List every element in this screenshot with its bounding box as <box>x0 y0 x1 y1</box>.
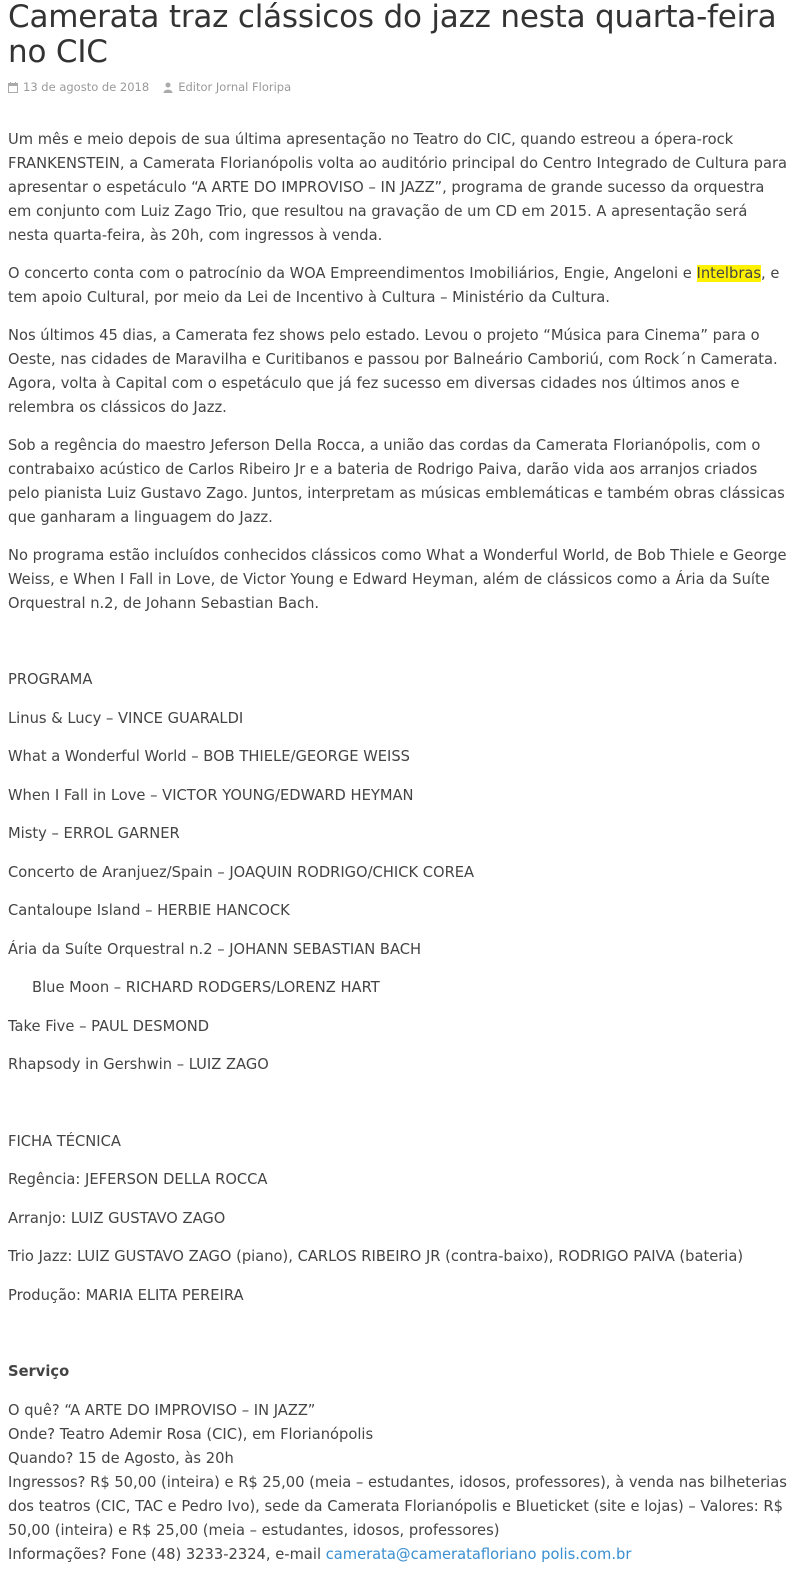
servico-quando: Quando? 15 de Agosto, às 20h <box>8 1449 234 1467</box>
programa-item: Ária da Suíte Orquestral n.2 – JOHANN SEBASTIAN BACH <box>8 940 422 958</box>
article-date[interactable]: 13 de agosto de 2018 <box>23 80 150 94</box>
servico-o-que: O quê? “A ARTE DO IMPROVISO – IN JAZZ” <box>8 1401 316 1419</box>
servico-onde: Onde? Teatro Ademir Rosa (CIC), em Florianópolis <box>8 1425 374 1443</box>
programa-item: Take Five – PAUL DESMOND <box>8 1017 210 1035</box>
programa-item: Rhapsody in Gershwin – LUIZ ZAGO <box>8 1056 269 1073</box>
servico-heading: Serviço <box>8 1363 70 1380</box>
servico-informacoes <box>8 1543 790 1567</box>
paragraph-2-text-a: O concerto conta com o patrocínio da WOA Empreendimentos Imobiliários, Engie, Angeloni e <box>8 265 697 282</box>
ficha-item: Trio Jazz: LUIZ GUSTAVO ZAGO (piano), CARLOS RIBEIRO JR (contra-baixo), RODRIGO PAIVA (bateria) <box>8 1248 744 1265</box>
programa-item: When I Fall in Love – VICTOR YOUNG/EDWARD HEYMAN <box>8 786 414 804</box>
programa-item: Blue Moon – RICHARD RODGERS/LORENZ HART <box>32 979 380 996</box>
programa-heading: PROGRAMA <box>8 671 93 688</box>
programa-item: Misty – ERROL GARNER <box>8 825 180 842</box>
paragraph-4: Sob a regência do maestro Jeferson Della Rocca, a união das cordas da Camerata Florianópolis, com o contrabaixo acústico de Carlos Ribeiro Jr e a bateria de Rodrigo Paiva, darão vida aos arranjos criados pelo pianista Luiz Gustavo Zago. Juntos, interpretam as músicas emblemáticas e também obras clássicas que ganharam a linguagem do Jazz. <box>8 437 785 526</box>
calendar-icon <box>8 82 18 93</box>
ficha-item: Regência: JEFERSON DELLA ROCCA <box>8 1171 268 1188</box>
paragraph-1: Um mês e meio depois de sua última apresentação no Teatro do CIC, quando estreou a ópera-rock FRANKENSTEIN, a Camerata Florianópolis volta ao auditório principal do Centro Integrado de Cultura para apresentar o espetáculo “A ARTE DO IMPROVISO – IN JAZZ”, programa de grande sucesso da orquestra em conjunto com Luiz Zago Trio, que resultou na gravação de um CD em 2015. A apresentação será nesta quarta-feira, às 20h, com ingressos à venda. <box>8 131 788 244</box>
ficha-item: Produção: MARIA ELITA PEREIRA <box>8 1286 244 1304</box>
servico-ingressos: Ingressos? R$ 50,00 (inteira) e R$ 25,00 (meia – estudantes, idosos, professores), à venda nas bilheterias dos teatros (CIC, TAC e Pedro Ivo), sede da Camerata Florianópolis e Blueticket (site e lojas) – Valores: R$ 50,00 (inteira) e R$ 25,00 (meia – estudantes, idosos, professores) <box>8 1473 787 1539</box>
sponsor-highlight: Intelbras <box>696 265 762 282</box>
article-body <box>8 128 790 1567</box>
servico-block <box>8 1399 790 1567</box>
servico-info-text: Informações? Fone (48) 3233-2324, e-mail <box>8 1545 326 1563</box>
user-icon <box>163 82 173 93</box>
ficha-item: Arranjo: LUIZ GUSTAVO ZAGO <box>8 1209 226 1227</box>
programa-item: What a Wonderful World – BOB THIELE/GEORGE WEISS <box>8 748 410 765</box>
programa-item: Cantaloupe Island – HERBIE HANCOCK <box>8 902 290 919</box>
paragraph-5: No programa estão incluídos conhecidos clássicos como What a Wonderful World, de Bob Thiele e George Weiss, e When I Fall in Love, de Victor Young e Edward Heyman, além de clássicos como a Ária da Suíte Orquestral n.2, de Johann Sebastian Bach. <box>8 547 787 612</box>
email-link[interactable]: camerata@cameratafloriano polis.com.br <box>325 1545 632 1563</box>
paragraph-3: Nos últimos 45 dias, a Camerata fez shows pelo estado. Levou o projeto “Música para Cinema” para o Oeste, nas cidades de Maravilha e Curitibanos e passou por Balneário Camboriú, com Rock´n Camerata. Agora, volta à Capital com o espetáculo que já fez sucesso em diversas cidades nos últimos anos e relembra os clássicos do Jazz. <box>8 327 778 416</box>
article-title: Camerata traz clássicos do jazz nesta quarta-feira no CIC <box>8 0 777 70</box>
article-meta <box>8 79 790 95</box>
article-author[interactable]: Editor Jornal Floripa <box>178 80 292 94</box>
programa-item: Concerto de Aranjuez/Spain – JOAQUIN RODRIGO/CHICK COREA <box>8 863 475 881</box>
paragraph-2-text-b: , e tem apoio Cultural, por meio da Lei de Incentivo à Cultura – Ministério da Cultura. <box>8 265 780 306</box>
ficha-heading: FICHA TÉCNICA <box>8 1132 121 1150</box>
paragraph-2 <box>8 262 790 310</box>
programa-item: Linus & Lucy – VINCE GUARALDI <box>8 709 244 727</box>
